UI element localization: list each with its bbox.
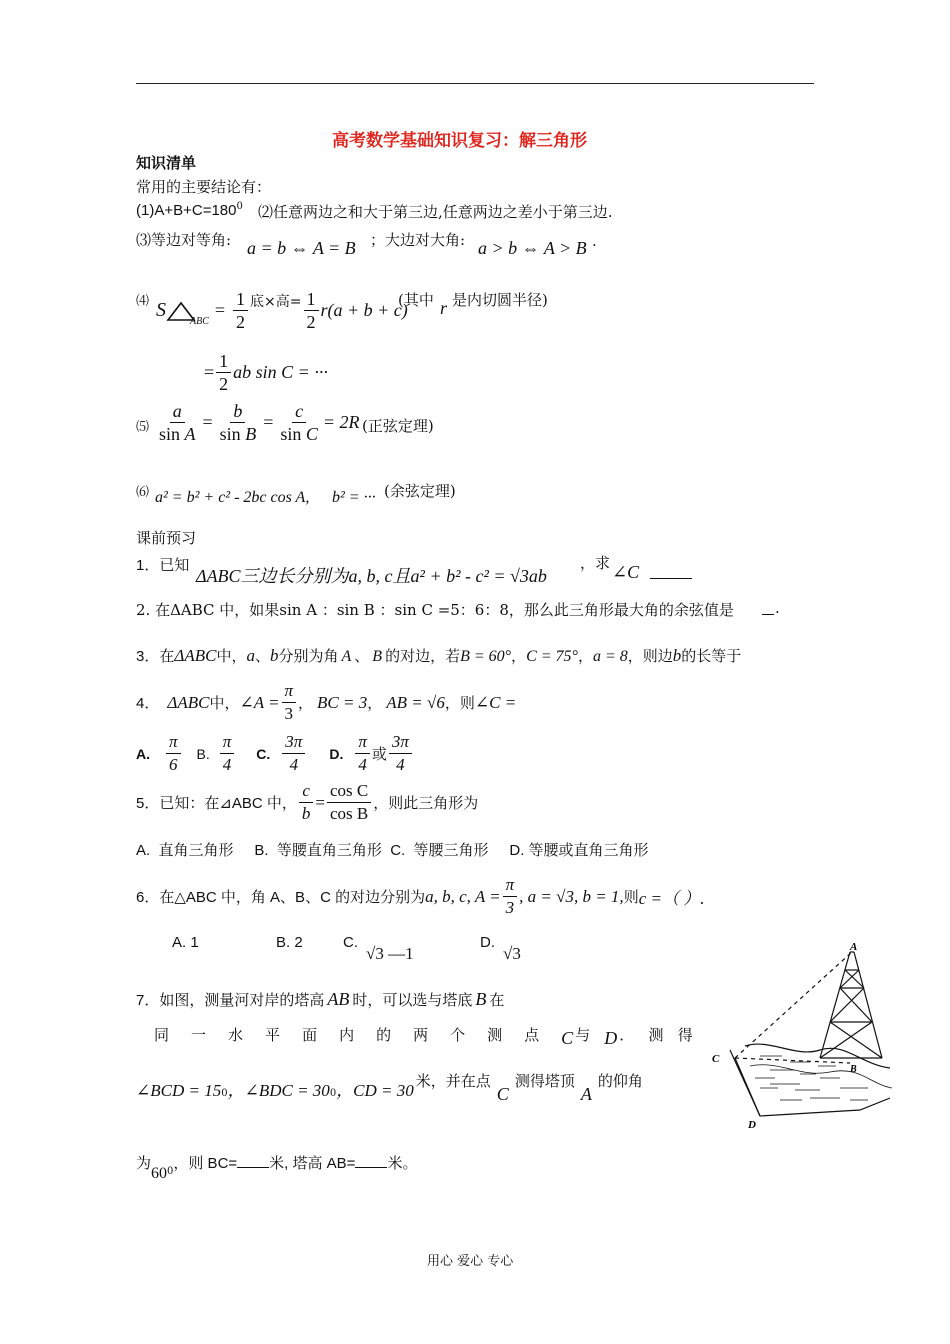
- q4-sep-1: ，: [298, 694, 314, 712]
- rule-1-text: (1)A+B+C=180: [136, 202, 237, 219]
- rule-1-degree: 0: [236, 201, 243, 212]
- q4-option-a-num: π: [166, 731, 181, 754]
- q3-B: B: [372, 648, 383, 665]
- q4-option-c-num: 3π: [282, 731, 305, 754]
- q2-text: 2. 在ΔABC 中，如果sin A ：sin B ：sin C =5：6：8，那么此三角形最大角的余弦值是: [136, 601, 734, 619]
- rule-4-r: r: [440, 298, 448, 318]
- q4-option-c-label: C.: [256, 745, 271, 762]
- q3-side-b: b: [672, 646, 682, 665]
- rule-6-label: ⑹: [136, 485, 150, 500]
- rule-4-label: ⑷: [136, 294, 150, 309]
- q7-angle-BCD: ∠BCD = 15: [136, 1081, 222, 1100]
- q6-answer: c =（ ）.: [638, 889, 705, 908]
- q3-sep-3: ，: [511, 647, 527, 665]
- q3-a: a: [246, 646, 255, 665]
- q5-num-right: cos C: [327, 780, 371, 803]
- q5-text-2: ，则此三角形为: [373, 794, 479, 812]
- q7-line-2-char: 水: [228, 1026, 244, 1044]
- q3-sep-2: 、: [354, 647, 370, 665]
- q7-line-2-char: 个: [450, 1026, 466, 1044]
- q3-text-4: ，则边: [627, 647, 673, 665]
- rule-4-area-label: 底×高=: [250, 293, 302, 310]
- q6-line: [136, 874, 704, 919]
- q7-answer-blank-1[interactable]: [237, 1167, 269, 1168]
- q3-line: [136, 645, 741, 666]
- q6-option-c-value: √3 —1: [366, 944, 414, 963]
- q7-AB: AB: [327, 989, 350, 1009]
- rule-4-note: (其中: [398, 291, 434, 309]
- q5-line: 5．已知：在⊿ABC 中， $\frac{c}{b}$ = $\frac{\text{cos C}}{\text{cos B}}$ ，则此三角形为: [136, 781, 479, 823]
- q7-line-2-char: 测: [487, 1026, 503, 1044]
- q7-B: B: [475, 989, 487, 1009]
- q7-sixty: 60: [151, 1165, 168, 1182]
- q2-end: .: [775, 599, 780, 617]
- rule-5-note: (正弦定理): [362, 417, 434, 435]
- q3-text-3: 的对边，若: [385, 647, 461, 665]
- q7-text-1: 7．如图，测量河对岸的塔高: [136, 992, 325, 1009]
- q4-option-d-den-1: 4: [358, 755, 367, 774]
- rule-4-line-2: = $\frac{1}{2}$ ab sin C = ···: [204, 351, 328, 394]
- rule-3-label: ⑶等边对等角:: [136, 231, 232, 249]
- rule-5-label: ⑸: [136, 420, 150, 435]
- rule-6-formula-a: a² = b² + c² - 2bc cos A,: [155, 489, 310, 506]
- q6-option-c-label: C.: [343, 934, 358, 951]
- rule-1: [136, 201, 243, 219]
- q7-CD: ，CD = 30: [336, 1081, 414, 1100]
- section-title: 知识清单: [136, 154, 197, 172]
- q7-deg-2: 0: [329, 1088, 337, 1099]
- q7-line-2: [154, 1024, 693, 1048]
- q6-option-d-value: √3: [503, 944, 521, 963]
- rule-2: ⑵任意两边之和大于第三边,任意两边之差小于第三边.: [258, 203, 613, 221]
- q4-triangle: ΔABC: [167, 692, 210, 712]
- q7-text-4: 米，并在点: [415, 1072, 491, 1090]
- q7-line-2-D: D: [604, 1028, 618, 1048]
- rule-4-line-2-text: ab sin C = ···: [233, 362, 328, 382]
- q6-formula-1: a, b, c, A =: [425, 886, 501, 906]
- rule-3-formula-2: a > b ⇔ A > B: [478, 238, 587, 258]
- q7-deg-1: 0: [221, 1088, 228, 1099]
- q3-A: A: [341, 648, 352, 665]
- q7-answer-blank-2[interactable]: [355, 1167, 387, 1168]
- figure-label-A: A: [850, 941, 858, 953]
- q7-line-2-char: 同: [154, 1026, 170, 1044]
- footer-text: 用心 爱心 专心: [427, 1254, 514, 1269]
- q5-den-right: cos B: [330, 804, 369, 823]
- q5-text-1: 5．已知：在⊿ABC 中，: [136, 795, 297, 812]
- q4-side-BC: BC = 3: [317, 692, 368, 712]
- q3-side-a: a = 8: [592, 648, 628, 665]
- q7-text-8: ，则 BC=: [173, 1155, 238, 1172]
- q4-option-c-den: 4: [289, 755, 299, 774]
- figure-label-C: C: [712, 1053, 720, 1065]
- q7-line-3: [136, 1072, 643, 1104]
- q4-angle-A: ∠A =: [239, 692, 280, 712]
- q6-formula-2: , a = √3, b = 1,: [519, 886, 624, 906]
- figure-label-B: B: [850, 1064, 857, 1075]
- rule-4-note-2: 是内切圆半径): [452, 291, 548, 309]
- q7-line-2-char: 的: [376, 1026, 392, 1044]
- q7-line-2-char: 两: [413, 1026, 429, 1044]
- rule-3-formula-1: a = b ⇔ A = B: [247, 238, 356, 258]
- q4-option-d-den-2: 4: [396, 755, 405, 774]
- q4-side-AB: AB = √6: [386, 692, 445, 712]
- q4-text-1: 中，: [209, 694, 240, 712]
- q1-answer-blank[interactable]: [650, 578, 692, 579]
- q6-text-2: 则: [623, 888, 639, 906]
- q3-label: 3．在: [136, 648, 175, 665]
- rule-4-formula: S ABC = $\frac{1}{2}$ 底×高= $\frac{1}{2}$ r(a + b + c): [156, 289, 408, 332]
- q7-line-2-char: 一: [191, 1026, 207, 1044]
- q7-line-1: [136, 989, 504, 1010]
- q7-text-2: 时，可以选与塔底: [352, 991, 473, 1009]
- q4-three: 3: [284, 704, 294, 723]
- q4-option-d-num-1: π: [355, 731, 370, 754]
- q4-option-b-label: B.: [196, 745, 210, 762]
- q3-text-2: 分别为角: [278, 647, 339, 665]
- q4-option-d-num-2: 3π: [389, 731, 412, 754]
- q6-text-1: 6．在△ABC 中，角 A、B、C 的对边分别为: [136, 889, 426, 906]
- q3-angle-B: B = 60°: [460, 648, 512, 665]
- q5-num-left: c: [299, 780, 313, 803]
- rule-3-mid: ；大边对大角:: [370, 231, 466, 249]
- q3-angle-C: C = 75°: [526, 648, 578, 665]
- q7-deg-3: 0: [167, 1166, 174, 1177]
- rule-3-end: .: [592, 232, 597, 250]
- q3-triangle: ΔABC: [174, 646, 217, 665]
- q7-text-3: 在: [489, 991, 505, 1009]
- q7-line-2-end: ． 测 得: [619, 1026, 693, 1044]
- preview-heading: 课前预习: [136, 529, 197, 547]
- q7-text-9: 米, 塔高 AB=: [269, 1155, 356, 1172]
- q4-label: 4．: [136, 695, 160, 712]
- q5-den-left: b: [301, 804, 311, 823]
- header-rule: [136, 83, 814, 84]
- q7-text-7: 为: [136, 1154, 152, 1172]
- q6-option-b: B. 2: [276, 934, 303, 951]
- q4-sep-2: ，: [367, 694, 383, 712]
- q1-ask: ，求: [580, 554, 611, 572]
- q4-option-d-label: D.: [329, 745, 344, 762]
- rule-6-note: (余弦定理): [384, 482, 456, 500]
- q4-options: [136, 731, 414, 776]
- q4-option-a-den: 6: [169, 755, 178, 774]
- q7-text-5: 测得塔顶: [514, 1072, 575, 1090]
- q4-option-a-label: A.: [136, 745, 150, 762]
- q7-line-2-yu: 与: [575, 1026, 591, 1044]
- rule-5-formula: $\frac{a}{\text{sin A}}$ = $\frac{b}{\text{sin B}}$ = $\frac{c}{\text{sin C}}$ = 2R: [159, 401, 360, 444]
- q7-line-4: [136, 1152, 418, 1182]
- q7-line-2-char: 内: [339, 1026, 355, 1044]
- q7-text-10: 米。: [387, 1154, 418, 1172]
- q4-option-b-num: π: [220, 731, 235, 754]
- q3-sep-4: ，: [577, 647, 593, 665]
- rule-5-end: = 2R: [322, 412, 360, 432]
- q7-text-6: 的仰角: [597, 1072, 643, 1090]
- q6-option-d-label: D.: [480, 934, 495, 951]
- q7-angle-BDC: ，∠BDC = 30: [227, 1081, 330, 1100]
- figure-label-D: D: [748, 1119, 756, 1131]
- intro-text: 常用的主要结论有：: [136, 178, 272, 196]
- q4-option-d-or: 或: [371, 745, 387, 763]
- q6-pi: π: [503, 874, 518, 897]
- q1-angle: ∠C: [612, 562, 640, 582]
- q7-line-2-char: 面: [302, 1026, 318, 1044]
- q3-text-1: 中，: [216, 647, 247, 665]
- q4-pi: π: [282, 680, 297, 703]
- q7-line-2-char: 点: [524, 1026, 540, 1044]
- q7-line-2-C: C: [561, 1028, 574, 1048]
- rule-6-formula-b: b² = ···: [332, 489, 376, 506]
- q4-text-2: ，则: [444, 694, 475, 712]
- q4-angle-C: ∠C =: [474, 692, 517, 712]
- tower-figure: [700, 938, 906, 1134]
- q7-C: C: [496, 1084, 509, 1104]
- q3-sep-1: 、: [254, 647, 270, 665]
- q3-b: b: [269, 646, 279, 665]
- q1-formula: ΔABC三边长分别为a, b, c且a² + b² - c² = √3ab: [196, 566, 547, 586]
- q1-label: 1．已知: [136, 557, 190, 574]
- q6-option-a: A. 1: [172, 934, 199, 951]
- q7-line-2-char: 平: [265, 1026, 281, 1044]
- q2-answer-blank[interactable]: [762, 614, 774, 615]
- q5-options: A. 直角三角形 B. 等腰直角三角形 C. 等腰三角形 D. 等腰或直角三角形: [136, 842, 649, 859]
- q4-line: [136, 680, 516, 725]
- q3-text-5: 的长等于: [681, 647, 742, 665]
- q6-three: 3: [505, 898, 515, 917]
- q4-option-b-den: 4: [222, 755, 232, 774]
- page-title: 高考数学基础知识复习：解三角形: [332, 131, 587, 151]
- q7-A: A: [580, 1084, 592, 1104]
